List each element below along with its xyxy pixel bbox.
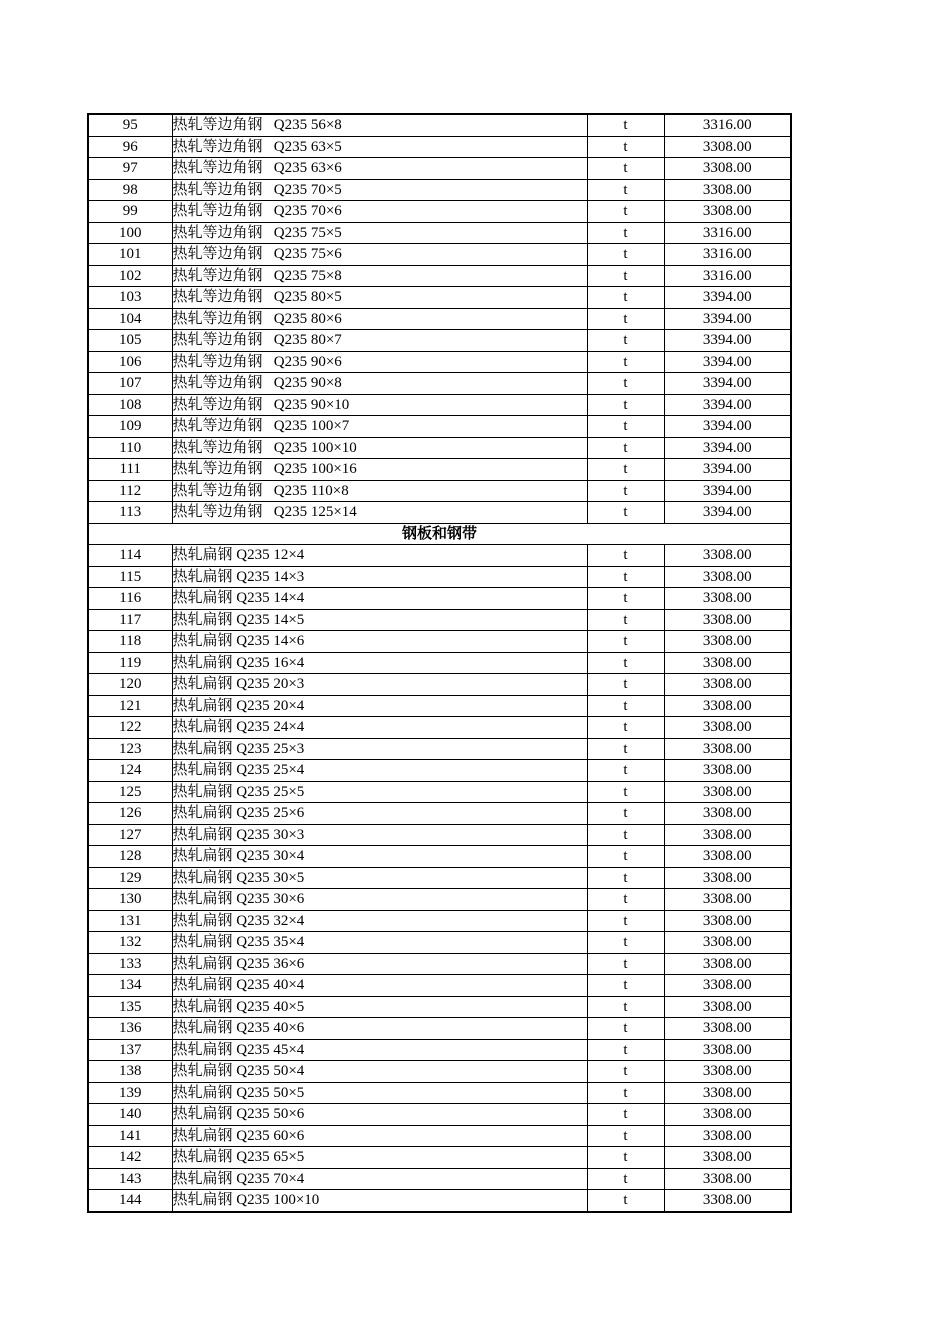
item-description-cell: 热轧扁钢 Q235 36×6 — [172, 953, 587, 975]
table-row — [88, 351, 791, 373]
unit-cell: t — [587, 114, 664, 136]
item-description-cell: 热轧等边角钢 Q235 125×14 — [172, 502, 587, 524]
price-cell: 3308.00 — [664, 910, 791, 932]
item-description-cell: 热轧等边角钢 Q235 100×16 — [172, 459, 587, 481]
unit-cell: t — [587, 1168, 664, 1190]
table-row — [88, 201, 791, 223]
table-row — [88, 437, 791, 459]
unit-cell: t — [587, 738, 664, 760]
unit-cell: t — [587, 803, 664, 825]
table-row — [88, 1018, 791, 1040]
unit-cell: t — [587, 244, 664, 266]
price-cell: 3308.00 — [664, 996, 791, 1018]
table-row — [88, 1125, 791, 1147]
row-number-cell: 130 — [88, 889, 172, 911]
price-cell: 3308.00 — [664, 631, 791, 653]
price-cell: 3308.00 — [664, 652, 791, 674]
row-number-cell: 136 — [88, 1018, 172, 1040]
unit-cell: t — [587, 910, 664, 932]
row-number-cell: 134 — [88, 975, 172, 997]
table-row — [88, 910, 791, 932]
price-cell: 3394.00 — [664, 394, 791, 416]
unit-cell: t — [587, 265, 664, 287]
item-description-cell: 热轧等边角钢 Q235 100×10 — [172, 437, 587, 459]
item-description-cell: 热轧等边角钢 Q235 56×8 — [172, 114, 587, 136]
row-number-cell: 132 — [88, 932, 172, 954]
table-row — [88, 480, 791, 502]
item-description-cell: 热轧扁钢 Q235 40×4 — [172, 975, 587, 997]
price-cell: 3308.00 — [664, 1082, 791, 1104]
row-number-cell: 133 — [88, 953, 172, 975]
price-cell: 3308.00 — [664, 201, 791, 223]
price-cell: 3394.00 — [664, 480, 791, 502]
item-description-cell: 热轧扁钢 Q235 14×5 — [172, 609, 587, 631]
price-cell: 3308.00 — [664, 566, 791, 588]
price-cell: 3316.00 — [664, 265, 791, 287]
table-row — [88, 394, 791, 416]
unit-cell: t — [587, 695, 664, 717]
item-description-cell: 热轧扁钢 Q235 25×3 — [172, 738, 587, 760]
price-cell: 3308.00 — [664, 760, 791, 782]
price-cell: 3308.00 — [664, 824, 791, 846]
item-description-cell: 热轧扁钢 Q235 25×4 — [172, 760, 587, 782]
item-description-cell: 热轧等边角钢 Q235 110×8 — [172, 480, 587, 502]
item-description-cell: 热轧扁钢 Q235 20×3 — [172, 674, 587, 696]
unit-cell: t — [587, 674, 664, 696]
table-row — [88, 158, 791, 180]
price-cell: 3308.00 — [664, 1039, 791, 1061]
table-row — [88, 975, 791, 997]
unit-cell: t — [587, 609, 664, 631]
unit-cell: t — [587, 179, 664, 201]
price-cell: 3394.00 — [664, 502, 791, 524]
row-number-cell: 102 — [88, 265, 172, 287]
item-description-cell: 热轧等边角钢 Q235 70×6 — [172, 201, 587, 223]
price-cell: 3308.00 — [664, 867, 791, 889]
unit-cell: t — [587, 932, 664, 954]
price-cell: 3308.00 — [664, 1168, 791, 1190]
row-number-cell: 109 — [88, 416, 172, 438]
price-cell: 3394.00 — [664, 459, 791, 481]
item-description-cell: 热轧扁钢 Q235 30×4 — [172, 846, 587, 868]
section-header: 钢板和钢带 — [88, 523, 791, 545]
table-row — [88, 889, 791, 911]
item-description-cell: 热轧扁钢 Q235 40×6 — [172, 1018, 587, 1040]
unit-cell: t — [587, 1147, 664, 1169]
row-number-cell: 113 — [88, 502, 172, 524]
item-description-cell: 热轧扁钢 Q235 65×5 — [172, 1147, 587, 1169]
price-cell: 3316.00 — [664, 114, 791, 136]
price-cell: 3308.00 — [664, 158, 791, 180]
unit-cell: t — [587, 437, 664, 459]
item-description-cell: 热轧等边角钢 Q235 90×10 — [172, 394, 587, 416]
price-cell: 3308.00 — [664, 179, 791, 201]
item-description-cell: 热轧等边角钢 Q235 90×6 — [172, 351, 587, 373]
row-number-cell: 129 — [88, 867, 172, 889]
row-number-cell: 96 — [88, 136, 172, 158]
price-cell: 3308.00 — [664, 1125, 791, 1147]
item-description-cell: 热轧扁钢 Q235 60×6 — [172, 1125, 587, 1147]
row-number-cell: 103 — [88, 287, 172, 309]
row-number-cell: 144 — [88, 1190, 172, 1212]
unit-cell: t — [587, 1018, 664, 1040]
table-row — [88, 803, 791, 825]
table-row — [88, 1082, 791, 1104]
unit-cell: t — [587, 545, 664, 567]
item-description-cell: 热轧扁钢 Q235 30×5 — [172, 867, 587, 889]
item-description-cell: 热轧扁钢 Q235 16×4 — [172, 652, 587, 674]
table-row — [88, 330, 791, 352]
table-row — [88, 502, 791, 524]
row-number-cell: 140 — [88, 1104, 172, 1126]
price-cell: 3394.00 — [664, 351, 791, 373]
row-number-cell: 116 — [88, 588, 172, 610]
row-number-cell: 107 — [88, 373, 172, 395]
unit-cell: t — [587, 394, 664, 416]
row-number-cell: 125 — [88, 781, 172, 803]
unit-cell: t — [587, 846, 664, 868]
item-description-cell: 热轧扁钢 Q235 30×3 — [172, 824, 587, 846]
table-row — [88, 695, 791, 717]
table-row — [88, 953, 791, 975]
row-number-cell: 118 — [88, 631, 172, 653]
item-description-cell: 热轧扁钢 Q235 32×4 — [172, 910, 587, 932]
item-description-cell: 热轧扁钢 Q235 30×6 — [172, 889, 587, 911]
table-row — [88, 136, 791, 158]
table-row — [88, 717, 791, 739]
unit-cell: t — [587, 287, 664, 309]
price-cell: 3308.00 — [664, 889, 791, 911]
unit-cell: t — [587, 222, 664, 244]
unit-cell: t — [587, 1082, 664, 1104]
unit-cell: t — [587, 975, 664, 997]
price-cell: 3308.00 — [664, 803, 791, 825]
item-description-cell: 热轧等边角钢 Q235 80×7 — [172, 330, 587, 352]
row-number-cell: 142 — [88, 1147, 172, 1169]
price-cell: 3308.00 — [664, 846, 791, 868]
item-description-cell: 热轧扁钢 Q235 14×3 — [172, 566, 587, 588]
table-row — [88, 846, 791, 868]
unit-cell: t — [587, 1125, 664, 1147]
table-row — [88, 545, 791, 567]
unit-cell: t — [587, 351, 664, 373]
unit-cell: t — [587, 1104, 664, 1126]
price-cell: 3394.00 — [664, 373, 791, 395]
price-cell: 3308.00 — [664, 1061, 791, 1083]
table-row — [88, 738, 791, 760]
table-row — [88, 996, 791, 1018]
row-number-cell: 121 — [88, 695, 172, 717]
row-number-cell: 138 — [88, 1061, 172, 1083]
item-description-cell: 热轧扁钢 Q235 25×5 — [172, 781, 587, 803]
price-cell: 3308.00 — [664, 674, 791, 696]
item-description-cell: 热轧等边角钢 Q235 80×5 — [172, 287, 587, 309]
row-number-cell: 100 — [88, 222, 172, 244]
item-description-cell: 热轧扁钢 Q235 14×4 — [172, 588, 587, 610]
row-number-cell: 139 — [88, 1082, 172, 1104]
price-cell: 3394.00 — [664, 437, 791, 459]
row-number-cell: 105 — [88, 330, 172, 352]
unit-cell: t — [587, 1061, 664, 1083]
price-cell: 3308.00 — [664, 136, 791, 158]
item-description-cell: 热轧扁钢 Q235 50×4 — [172, 1061, 587, 1083]
table-row — [88, 867, 791, 889]
unit-cell: t — [587, 480, 664, 502]
row-number-cell: 122 — [88, 717, 172, 739]
row-number-cell: 110 — [88, 437, 172, 459]
price-cell: 3394.00 — [664, 308, 791, 330]
price-cell: 3308.00 — [664, 1147, 791, 1169]
row-number-cell: 143 — [88, 1168, 172, 1190]
price-cell: 3308.00 — [664, 932, 791, 954]
table-row — [88, 631, 791, 653]
item-description-cell: 热轧等边角钢 Q235 75×8 — [172, 265, 587, 287]
table-row — [88, 652, 791, 674]
price-cell: 3308.00 — [664, 545, 791, 567]
price-cell: 3308.00 — [664, 695, 791, 717]
price-cell: 3308.00 — [664, 975, 791, 997]
table-row — [88, 932, 791, 954]
unit-cell: t — [587, 717, 664, 739]
unit-cell: t — [587, 824, 664, 846]
table-row — [88, 222, 791, 244]
row-number-cell: 127 — [88, 824, 172, 846]
price-cell: 3394.00 — [664, 416, 791, 438]
price-cell: 3308.00 — [664, 1104, 791, 1126]
price-cell: 3308.00 — [664, 1190, 791, 1212]
table-row — [88, 1104, 791, 1126]
price-table-container — [87, 113, 792, 1213]
item-description-cell: 热轧等边角钢 Q235 90×8 — [172, 373, 587, 395]
unit-cell: t — [587, 416, 664, 438]
unit-cell: t — [587, 502, 664, 524]
price-cell: 3308.00 — [664, 717, 791, 739]
unit-cell: t — [587, 588, 664, 610]
unit-cell: t — [587, 201, 664, 223]
table-row — [88, 1190, 791, 1212]
unit-cell: t — [587, 308, 664, 330]
unit-cell: t — [587, 953, 664, 975]
item-description-cell: 热轧扁钢 Q235 40×5 — [172, 996, 587, 1018]
unit-cell: t — [587, 373, 664, 395]
item-description-cell: 热轧等边角钢 Q235 75×6 — [172, 244, 587, 266]
section-divider-row — [88, 523, 791, 545]
item-description-cell: 热轧扁钢 Q235 35×4 — [172, 932, 587, 954]
item-description-cell: 热轧等边角钢 Q235 100×7 — [172, 416, 587, 438]
price-table-body — [88, 114, 791, 1212]
row-number-cell: 98 — [88, 179, 172, 201]
item-description-cell: 热轧扁钢 Q235 70×4 — [172, 1168, 587, 1190]
price-cell: 3308.00 — [664, 1018, 791, 1040]
unit-cell: t — [587, 760, 664, 782]
item-description-cell: 热轧扁钢 Q235 100×10 — [172, 1190, 587, 1212]
unit-cell: t — [587, 631, 664, 653]
item-description-cell: 热轧扁钢 Q235 45×4 — [172, 1039, 587, 1061]
row-number-cell: 106 — [88, 351, 172, 373]
row-number-cell: 108 — [88, 394, 172, 416]
item-description-cell: 热轧扁钢 Q235 20×4 — [172, 695, 587, 717]
item-description-cell: 热轧等边角钢 Q235 63×6 — [172, 158, 587, 180]
table-row — [88, 609, 791, 631]
table-row — [88, 760, 791, 782]
row-number-cell: 124 — [88, 760, 172, 782]
row-number-cell: 97 — [88, 158, 172, 180]
unit-cell: t — [587, 136, 664, 158]
table-row — [88, 1039, 791, 1061]
unit-cell: t — [587, 1039, 664, 1061]
table-row — [88, 287, 791, 309]
table-row — [88, 373, 791, 395]
item-description-cell: 热轧等边角钢 Q235 80×6 — [172, 308, 587, 330]
table-row — [88, 824, 791, 846]
item-description-cell: 热轧扁钢 Q235 12×4 — [172, 545, 587, 567]
row-number-cell: 119 — [88, 652, 172, 674]
row-number-cell: 95 — [88, 114, 172, 136]
item-description-cell: 热轧扁钢 Q235 14×6 — [172, 631, 587, 653]
price-cell: 3394.00 — [664, 287, 791, 309]
table-row — [88, 566, 791, 588]
unit-cell: t — [587, 158, 664, 180]
price-cell: 3308.00 — [664, 738, 791, 760]
price-cell: 3308.00 — [664, 588, 791, 610]
unit-cell: t — [587, 781, 664, 803]
item-description-cell: 热轧等边角钢 Q235 63×5 — [172, 136, 587, 158]
table-row — [88, 459, 791, 481]
unit-cell: t — [587, 652, 664, 674]
price-cell: 3308.00 — [664, 609, 791, 631]
row-number-cell: 141 — [88, 1125, 172, 1147]
row-number-cell: 120 — [88, 674, 172, 696]
item-description-cell: 热轧扁钢 Q235 25×6 — [172, 803, 587, 825]
price-cell: 3308.00 — [664, 953, 791, 975]
unit-cell: t — [587, 459, 664, 481]
row-number-cell: 111 — [88, 459, 172, 481]
row-number-cell: 104 — [88, 308, 172, 330]
table-row — [88, 416, 791, 438]
price-cell: 3316.00 — [664, 222, 791, 244]
unit-cell: t — [587, 996, 664, 1018]
row-number-cell: 123 — [88, 738, 172, 760]
row-number-cell: 137 — [88, 1039, 172, 1061]
item-description-cell: 热轧扁钢 Q235 50×5 — [172, 1082, 587, 1104]
unit-cell: t — [587, 867, 664, 889]
item-description-cell: 热轧扁钢 Q235 24×4 — [172, 717, 587, 739]
row-number-cell: 131 — [88, 910, 172, 932]
row-number-cell: 135 — [88, 996, 172, 1018]
table-row — [88, 1168, 791, 1190]
price-cell: 3316.00 — [664, 244, 791, 266]
table-row — [88, 114, 791, 136]
table-row — [88, 674, 791, 696]
row-number-cell: 101 — [88, 244, 172, 266]
table-row — [88, 1147, 791, 1169]
price-cell: 3308.00 — [664, 781, 791, 803]
row-number-cell: 126 — [88, 803, 172, 825]
table-row — [88, 1061, 791, 1083]
row-number-cell: 117 — [88, 609, 172, 631]
row-number-cell: 115 — [88, 566, 172, 588]
row-number-cell: 128 — [88, 846, 172, 868]
unit-cell: t — [587, 889, 664, 911]
table-row — [88, 265, 791, 287]
row-number-cell: 99 — [88, 201, 172, 223]
row-number-cell: 112 — [88, 480, 172, 502]
table-row — [88, 244, 791, 266]
price-cell: 3394.00 — [664, 330, 791, 352]
item-description-cell: 热轧扁钢 Q235 50×6 — [172, 1104, 587, 1126]
unit-cell: t — [587, 1190, 664, 1212]
row-number-cell: 114 — [88, 545, 172, 567]
item-description-cell: 热轧等边角钢 Q235 75×5 — [172, 222, 587, 244]
unit-cell: t — [587, 566, 664, 588]
price-table — [87, 113, 792, 1213]
table-row — [88, 308, 791, 330]
table-row — [88, 179, 791, 201]
item-description-cell: 热轧等边角钢 Q235 70×5 — [172, 179, 587, 201]
table-row — [88, 781, 791, 803]
unit-cell: t — [587, 330, 664, 352]
table-row — [88, 588, 791, 610]
